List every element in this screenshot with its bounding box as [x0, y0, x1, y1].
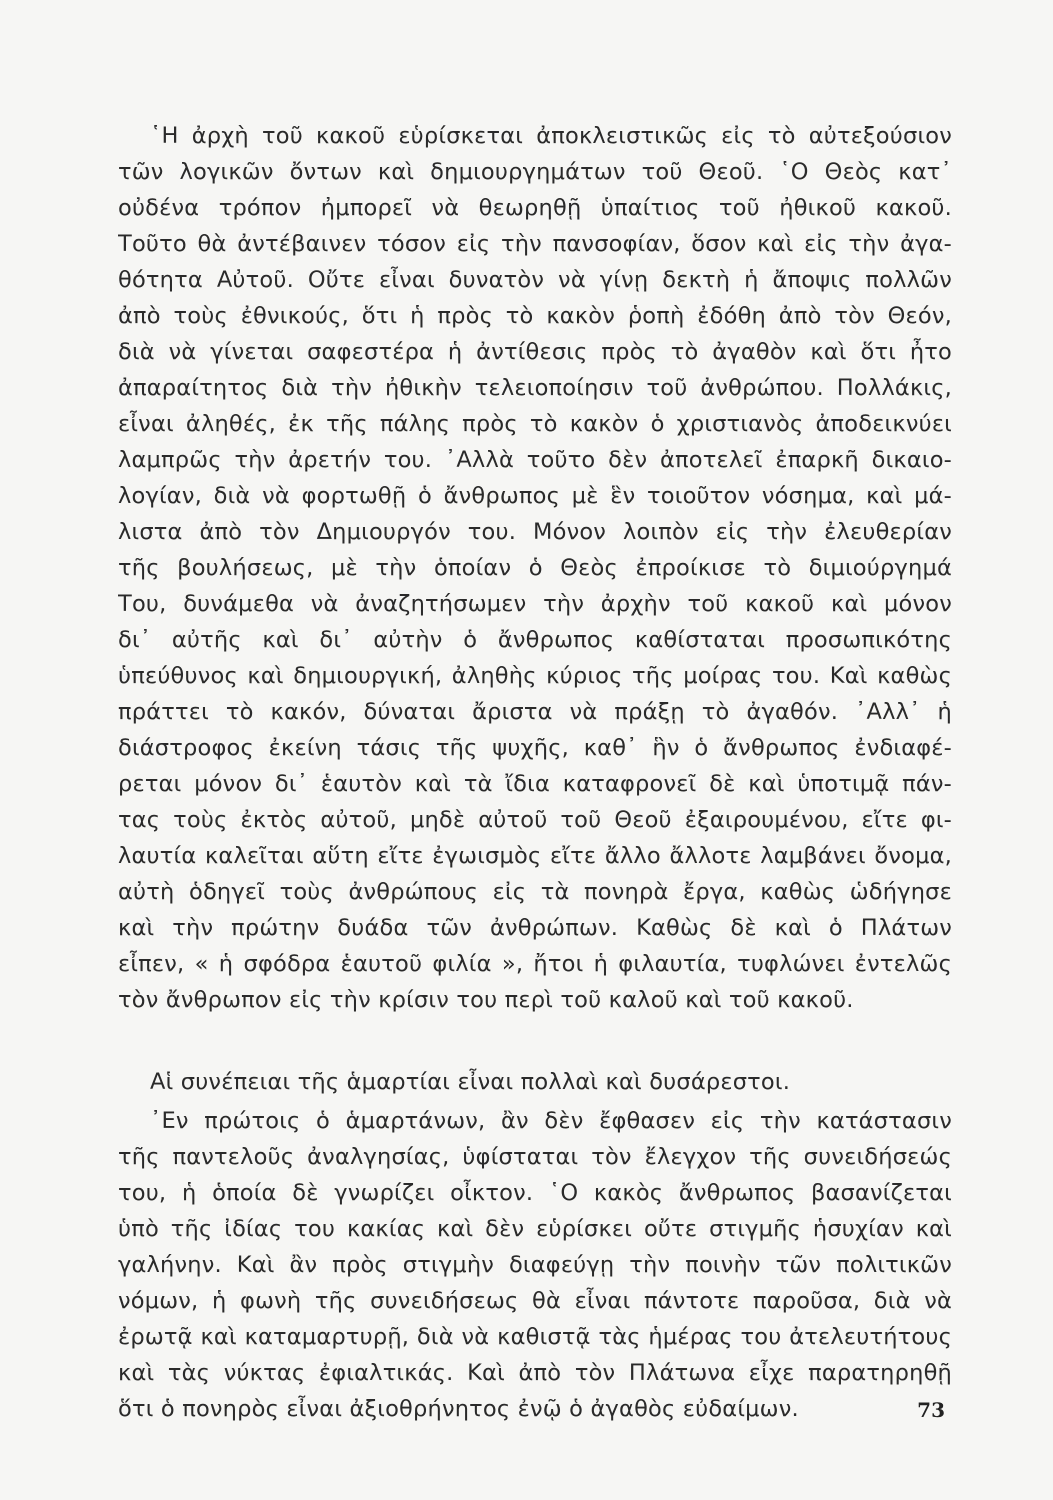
text-line: ὅτι ὁ πονηρὸς εἶναι ἀξιοθρήνητος ἐνῷ ὁ ἀγαθὸς εὐδαίμων.	[118, 1396, 799, 1422]
text-line: ἀπαραίτητος διὰ τὴν ἠθικὴν τελειοποίησιν τοῦ ἀνθρώπου. Πολλάκις,	[118, 375, 952, 401]
text-line: νόμων, ἡ φωνὴ τῆς συνειδήσεως θὰ εἶναι πάντοτε παροῦσα, διὰ νὰ	[118, 1288, 952, 1314]
text-line: εἶπεν, « ἡ σφόδρα ἑαυτοῦ φιλία », ἤτοι ἡ φιλαυτία, τυφλώνει ἐντελῶς	[118, 951, 952, 977]
text-line: ὑπεύθυνος καὶ δημιουργική, ἀληθὴς κύριος τῆς μοίρας του. Καὶ καθὼς	[118, 663, 952, 689]
text-line: τας τοὺς ἐκτὸς αὐτοῦ, μηδὲ αὐτοῦ τοῦ Θεοῦ ἐξαιρουμένου, εἴτε φι-	[118, 807, 952, 833]
page-number: 73	[917, 1398, 945, 1422]
text-line: τῶν λογικῶν ὄντων καὶ δημιουργημάτων τοῦ Θεοῦ. ῾Ο Θεὸς κατ᾽	[118, 159, 952, 185]
text-line: ἀπὸ τοὺς ἐθνικούς, ὅτι ἡ πρὸς τὸ κακὸν ῥοπὴ ἐδόθη ἀπὸ τὸν Θεόν,	[118, 303, 952, 329]
text-line: Τοῦτο θὰ ἀντέβαινεν τόσον εἰς τὴν πανσοφίαν, ὅσον καὶ εἰς τὴν ἀγα-	[118, 231, 952, 257]
text-line: καὶ τὴν πρώτην δυάδα τῶν ἀνθρώπων. Καθὼς δὲ καὶ ὁ Πλάτων	[118, 915, 952, 941]
text-line: διὰ νὰ γίνεται σαφεστέρα ἡ ἀντίθεσις πρὸς τὸ ἀγαθὸν καὶ ὅτι ἦτο	[118, 339, 952, 365]
text-line: εἶναι ἀληθές, ἐκ τῆς πάλης πρὸς τὸ κακὸν ὁ χριστιανὸς ἀποδεικνύει	[118, 411, 952, 437]
text-line: διάστροφος ἐκείνη τάσις τῆς ψυχῆς, καθ᾽ ἣν ὁ ἄνθρωπος ἐνδιαφέ-	[118, 735, 952, 761]
text-line: ἐρωτᾷ καὶ καταμαρτυρῇ, διὰ νὰ καθιστᾷ τὰς ἡμέρας του ἀτελευτήτους	[118, 1324, 952, 1350]
text-line: λογίαν, διὰ νὰ φορτωθῇ ὁ ἄνθρωπος μὲ ἓν τοιοῦτον νόσημα, καὶ μά-	[118, 483, 952, 509]
text-line: λαμπρῶς τὴν ἀρετήν του. ᾽Αλλὰ τοῦτο δὲν ἀποτελεῖ ἐπαρκῆ δικαιο-	[118, 447, 952, 473]
text-line: τὸν ἄνθρωπον εἰς τὴν κρίσιν του περὶ τοῦ καλοῦ καὶ τοῦ κακοῦ.	[118, 987, 854, 1013]
text-line: ῾Η ἀρχὴ τοῦ κακοῦ εὑρίσκεται ἀποκλειστικῶς εἰς τὸ αὐτεξούσιον	[150, 123, 952, 149]
text-line: τῆς βουλήσεως, μὲ τὴν ὁποίαν ὁ Θεὸς ἐπροίκισε τὸ διμιούργημά	[118, 555, 952, 581]
text-line: Του, δυνάμεθα νὰ ἀναζητήσωμεν τὴν ἀρχὴν τοῦ κακοῦ καὶ μόνον	[118, 591, 952, 617]
text-line: αὐτὴ ὁδηγεῖ τοὺς ἀνθρώπους εἰς τὰ πονηρὰ ἔργα, καθὼς ὡδήγησε	[118, 879, 952, 905]
text-line: γαλήνην. Καὶ ἂν πρὸς στιγμὴν διαφεύγῃ τὴν ποινὴν τῶν πολιτικῶν	[118, 1252, 952, 1278]
text-line: λιστα ἀπὸ τὸν Δημιουργόν του. Μόνον λοιπὸν εἰς τὴν ἐλευθερίαν	[118, 519, 952, 545]
text-line: δι᾽ αὐτῆς καὶ δι᾽ αὐτὴν ὁ ἄνθρωπος καθίσταται προσωπικότης	[118, 627, 952, 653]
text-line: ᾽Εν πρώτοις ὁ ἁμαρτάνων, ἂν δὲν ἔφθασεν εἰς τὴν κατάστασιν	[150, 1108, 952, 1134]
text-line: πράττει τὸ κακόν, δύναται ἄριστα νὰ πράξῃ τὸ ἀγαθόν. ᾽Αλλ᾽ ἡ	[118, 699, 952, 725]
text-line: Αἱ συνέπειαι τῆς ἁμαρτίαι εἶναι πολλαὶ καὶ δυσάρεστοι.	[150, 1069, 791, 1095]
text-line: οὐδένα τρόπον ἠμπορεῖ νὰ θεωρηθῇ ὑπαίτιος τοῦ ἠθικοῦ κακοῦ.	[118, 195, 952, 221]
text-line: ὑπὸ τῆς ἰδίας του κακίας καὶ δὲν εὑρίσκει οὔτε στιγμῆς ἡσυχίαν καὶ	[118, 1216, 952, 1242]
text-line: ρεται μόνον δι᾽ ἑαυτὸν καὶ τὰ ἴδια καταφρονεῖ δὲ καὶ ὑποτιμᾷ πάν-	[118, 771, 952, 797]
text-line: λαυτία καλεῖται αὕτη εἴτε ἐγωισμὸς εἴτε ἄλλο ἄλλοτε λαμβάνει ὄνομα,	[118, 843, 952, 869]
text-line: θότητα Αὐτοῦ. Οὔτε εἶναι δυνατὸν νὰ γίνῃ δεκτὴ ἡ ἄποψις πολλῶν	[118, 267, 952, 293]
text-line: του, ἡ ὁποία δὲ γνωρίζει οἶκτον. ῾Ο κακὸς ἄνθρωπος βασανίζεται	[118, 1180, 952, 1206]
text-line: τῆς παντελοῦς ἀναλγησίας, ὑφίσταται τὸν ἔλεγχον τῆς συνειδήσεώς	[118, 1144, 952, 1170]
text-line: καὶ τὰς νύκτας ἐφιαλτικάς. Καὶ ἀπὸ τὸν Πλάτωνα εἶχε παρατηρηθῇ	[118, 1360, 952, 1386]
